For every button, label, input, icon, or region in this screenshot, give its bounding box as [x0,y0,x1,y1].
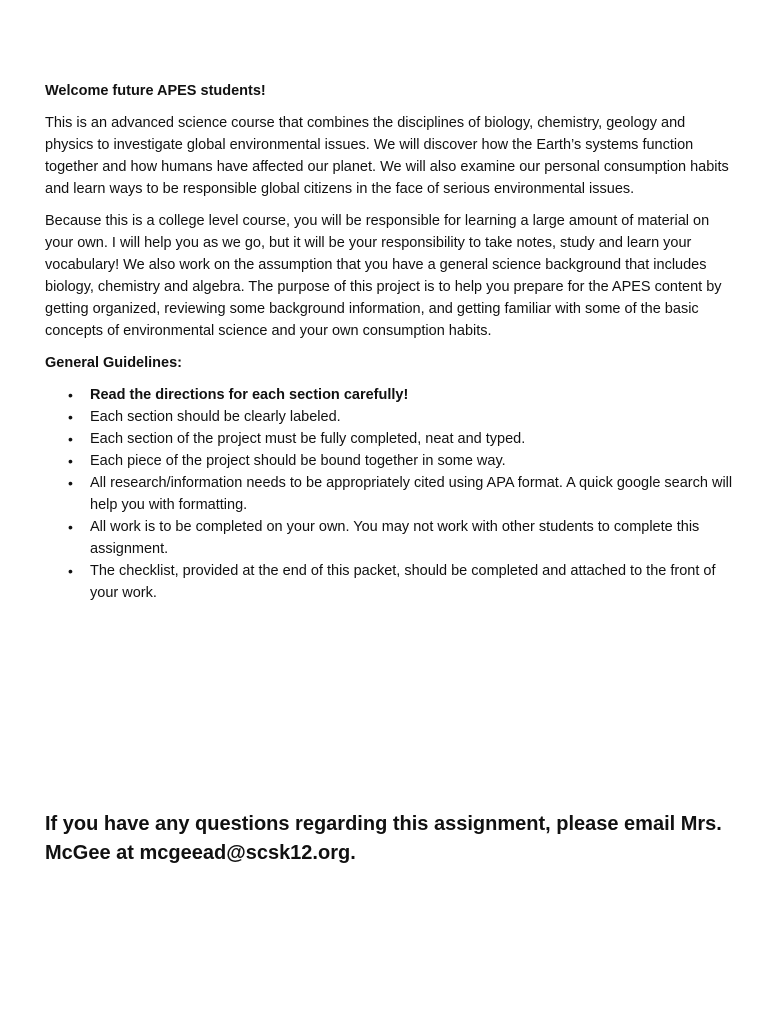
bullet-icon: • [68,475,73,491]
welcome-heading: Welcome future APES students! [45,83,266,99]
bullet-icon: • [68,387,73,403]
list-item-text: All research/information needs to be appropriately cited using APA format. A quick google search will help you with formatting. [90,475,733,513]
list-item [68,516,735,560]
list-item-text: Each piece of the project should be bound together in some way. [90,453,506,469]
bullet-icon: • [68,453,73,469]
list-item-text: All work is to be completed on your own. You may not work with other students to complete this assignment. [90,519,700,557]
bullet-icon: • [68,409,73,425]
list-item [68,450,735,472]
expectations-paragraph: Because this is a college level course, you will be responsible for learning a large amount of material on your own. I will help you as we go, but it will be your responsibility to take notes, study and learn your vocabulary! We also work on the assumption that you have a general science background that includes biology, chemistry and algebra. The purpose of this project is to help you prepare for the APES content by getting organized, reviewing some background information, and getting familiar with some of the basic concepts of environmental science and your own consumption habits. [45,213,722,339]
list-item-text: Read the directions for each section carefully! [90,387,409,403]
intro-paragraph: This is an advanced science course that combines the disciplines of biology, chemistry, geology and physics to investigate global environmental issues. We will discover how the Earth’s systems function together and how humans have affected our planet. We will also examine our personal consumption habits and learn ways to be responsible global citizens in the face of serious environmental issues. [45,115,729,197]
list-item [68,472,735,516]
list-item-text: Each section should be clearly labeled. [90,409,341,425]
bullet-icon: • [68,431,73,447]
list-item-text: The checklist, provided at the end of this packet, should be completed and attached to the front of your work. [90,563,716,601]
contact-note: If you have any questions regarding this assignment, please email Mrs. McGee at mcgeead@scsk12.org. [45,813,722,864]
bullet-icon: • [68,563,73,579]
document-body [45,80,735,604]
guidelines-heading: General Guidelines: [45,355,182,371]
list-item [68,560,735,604]
list-item [68,406,735,428]
guidelines-list [45,384,735,604]
bullet-icon: • [68,519,73,535]
list-item [68,428,735,450]
list-item-text: Each section of the project must be fully completed, neat and typed. [90,431,526,447]
list-item [68,384,735,406]
